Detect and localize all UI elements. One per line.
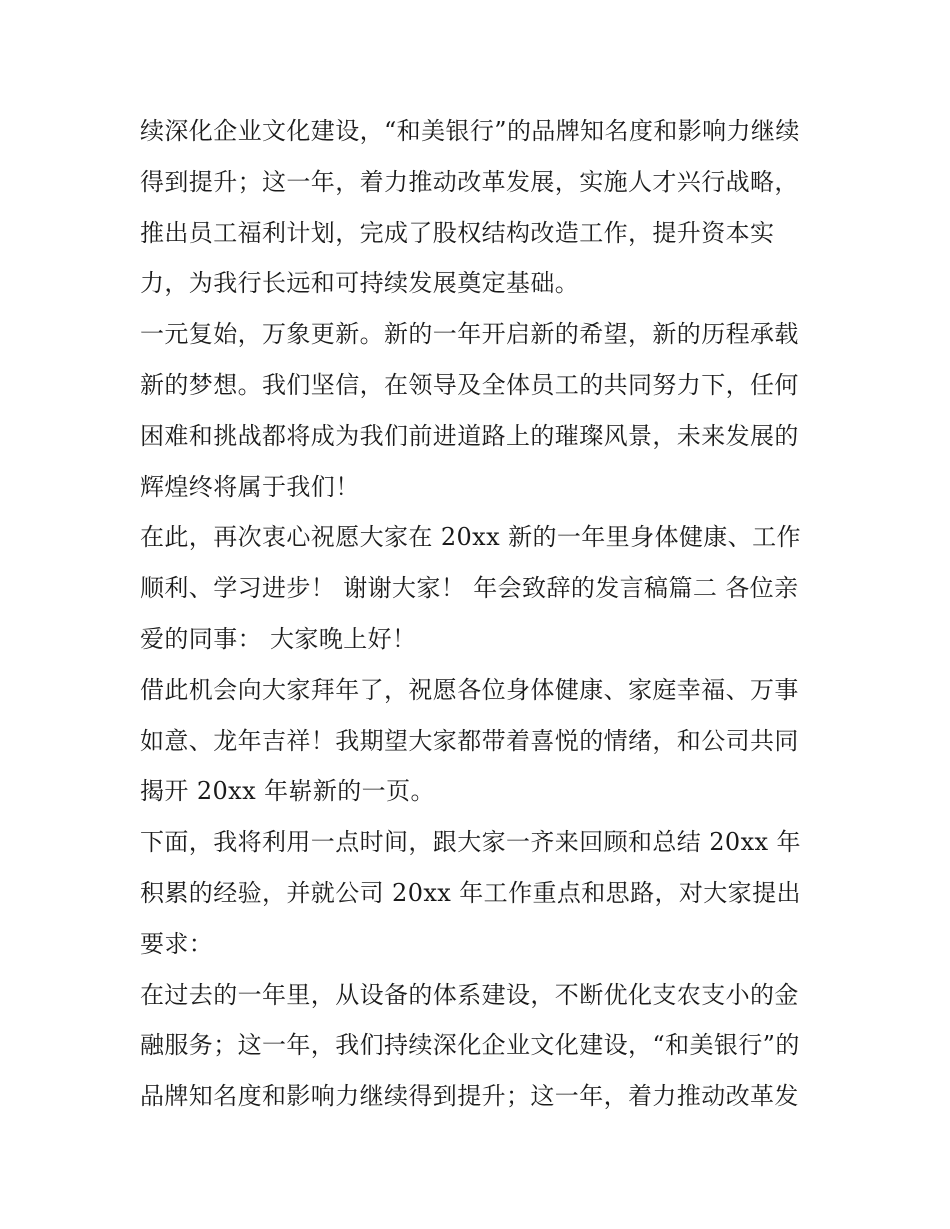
- text-line: 推出员工福利计划，完成了股权结构改造工作，提升资本实: [140, 218, 775, 247]
- text-line: 新的梦想。我们坚信，在领导及全体员工的共同努力下，任何: [140, 370, 799, 399]
- text-line: 在过去的一年里，从设备的体系建设，不断优化支农支小的金: [140, 980, 799, 1009]
- text-line: 融服务；这一年，我们持续深化企业文化建设，“和美银行”的: [140, 1031, 800, 1060]
- paragraph-5: [140, 817, 812, 969]
- paragraph-1: [140, 106, 812, 309]
- text-line: 借此机会向大家拜年了，祝愿各位身体健康、家庭幸福、万事: [140, 675, 799, 704]
- text-line: 要求：: [140, 929, 214, 958]
- text-line: 困难和挑战都将成为我们前进道路上的璀璨风景，未来发展的: [140, 421, 799, 450]
- text-line: 爱的同事： 大家晚上好！: [140, 624, 417, 653]
- text-line: 顺利、学习进步！ 谢谢大家！ 年会致辞的发言稿篇二 各位亲: [140, 574, 799, 603]
- paragraph-6: [140, 970, 812, 1122]
- text-line: 下面，我将利用一点时间，跟大家一齐来回顾和总结 20xx 年: [140, 828, 801, 857]
- text-line: 如意、龙年吉祥！我期望大家都带着喜悦的情绪，和公司共同: [140, 726, 799, 755]
- text-line: 积累的经验，并就公司 20xx 年工作重点和思路，对大家提出: [140, 878, 801, 907]
- text-line: 在此，再次衷心祝愿大家在 20xx 新的一年里身体健康、工作: [140, 523, 801, 552]
- paragraph-4: [140, 665, 812, 817]
- text-line: 辉煌终将属于我们！: [140, 472, 360, 501]
- text-line: 一元复始，万象更新。新的一年开启新的希望，新的历程承载: [140, 320, 799, 349]
- text-line: 续深化企业文化建设，“和美银行”的品牌知名度和影响力继续: [140, 117, 800, 145]
- text-line: 揭开 20xx 年崭新的一页。: [140, 777, 435, 806]
- text-line: 力，为我行长远和可持续发展奠定基础。: [140, 269, 580, 298]
- paragraph-2: [140, 309, 812, 512]
- paragraph-3: [140, 512, 812, 664]
- text-line: 得到提升；这一年，着力推动改革发展，实施人才兴行战略，: [140, 167, 799, 196]
- document-body: [140, 106, 812, 1122]
- text-line: 品牌知名度和影响力继续得到提升；这一年，着力推动改革发: [140, 1082, 799, 1111]
